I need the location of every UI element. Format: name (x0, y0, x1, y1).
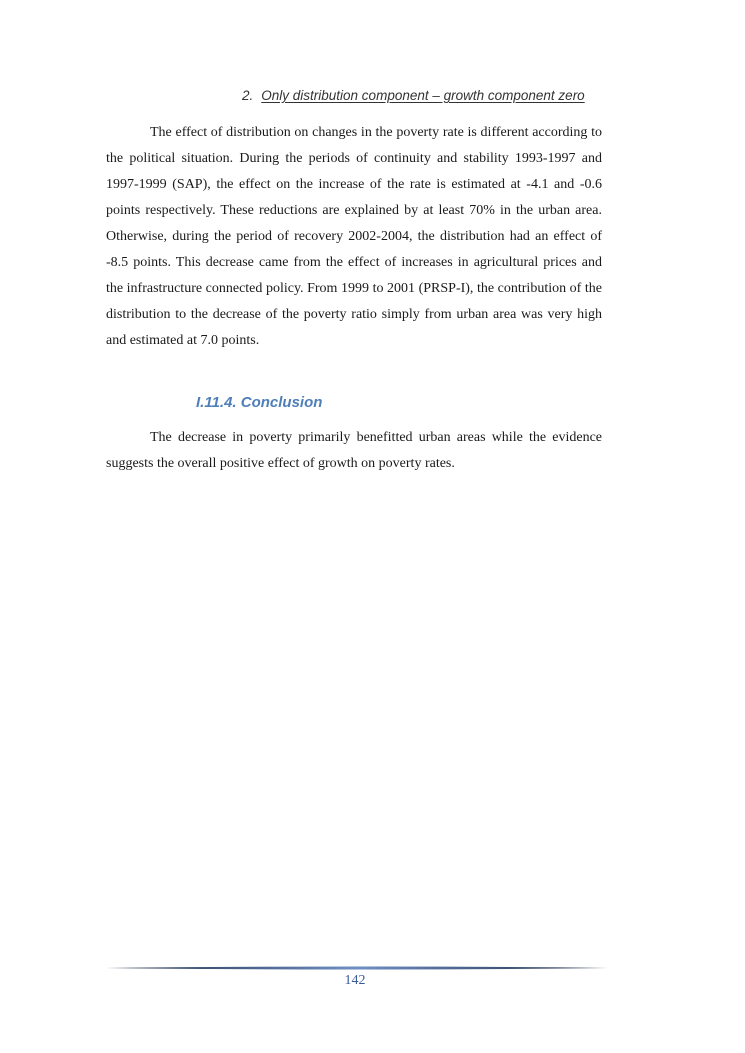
body-paragraph-conclusion: The decrease in poverty primarily benefitted urban areas while the evidence suggests the overall positive effect of growth on poverty rates. (106, 430, 602, 471)
footer-rule (106, 966, 608, 970)
body-paragraph-distribution-effect: The effect of distribution on changes in the poverty rate is different according to the political situation. During the periods of continuity and stability 1993-1997 and 1997-1999 (SAP), the effect on the increase of the rate is estimated at -4.1 and -0.6 points respectively. These reductions are explained by at least 70% in the urban area. Otherwise, during the period of recovery 2002-2004, the distribution had an effect of -8.5 points. This decrease came from the effect of increases in agricultural prices and the infrastructure connected policy. From 1999 to 2001 (PRSP-I), the contribution of the distribution to the decrease of the poverty ratio simply from urban area was very high and estimated at 7.0 points. (106, 125, 602, 348)
page-number: 142 (344, 973, 366, 988)
subheading-number: 2. (242, 88, 254, 103)
subheading (242, 88, 585, 103)
subheading-text: Only distribution component – growth component zero (261, 88, 585, 103)
section-heading-conclusion: I.11.4. Conclusion (196, 394, 323, 411)
